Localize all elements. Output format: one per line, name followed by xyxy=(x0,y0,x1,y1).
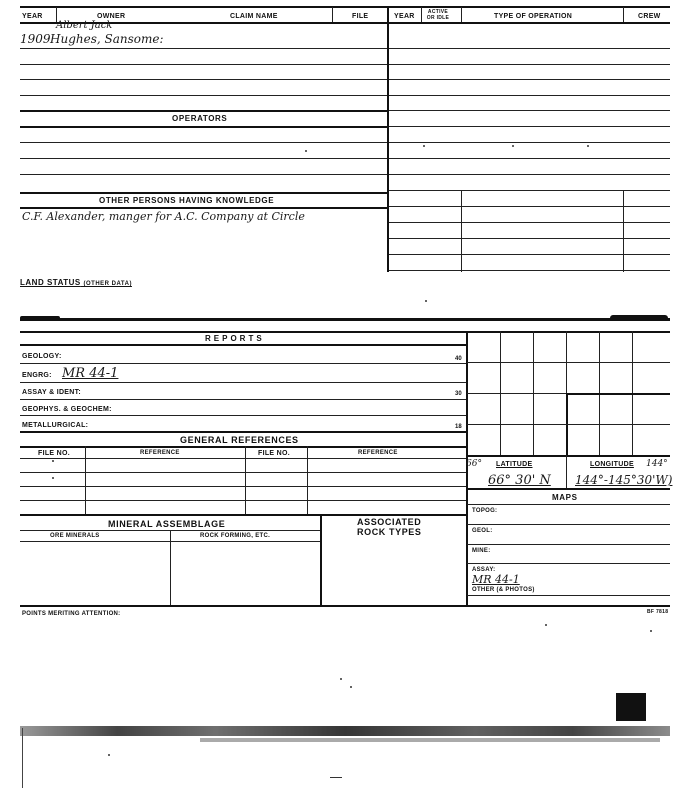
maps-assay-value: MR 44-1 xyxy=(472,573,520,586)
rule xyxy=(20,6,670,8)
header-file: FILE xyxy=(352,13,369,20)
assay-number: 30 xyxy=(455,391,462,397)
owner-entry-line1: Albert Jack xyxy=(56,20,113,31)
row-line xyxy=(20,472,466,473)
header-year: YEAR xyxy=(22,13,43,20)
col-sep xyxy=(85,446,86,514)
ref-file-no-header: FILE NO. xyxy=(38,450,70,457)
associated-heading: ASSOCIATED xyxy=(357,517,422,527)
form-number: BF 7818 xyxy=(647,609,669,615)
row-line xyxy=(389,222,670,223)
scan-block xyxy=(616,693,646,721)
row-line xyxy=(20,64,387,65)
maps-heading: MAPS xyxy=(552,493,578,502)
row-line xyxy=(20,382,466,383)
maps-topog-label: TOPOG: xyxy=(472,508,498,514)
col-sep xyxy=(387,7,389,272)
col-sep xyxy=(461,190,462,272)
scan-smear xyxy=(200,738,660,742)
row-line xyxy=(20,458,466,459)
row-line xyxy=(20,48,387,49)
row-line xyxy=(467,563,670,564)
row-line xyxy=(467,504,670,505)
land-status-text: LAND STATUS xyxy=(20,278,81,287)
col-sep xyxy=(566,455,567,488)
row-line xyxy=(389,158,670,159)
col-sep xyxy=(623,190,624,272)
grid-line xyxy=(566,393,670,395)
operators-heading: OPERATORS xyxy=(172,114,228,123)
owner-entry-line2: Hughes, Sansome: xyxy=(50,32,164,46)
row-line xyxy=(20,363,466,364)
header-year-2: YEAR xyxy=(394,13,415,20)
row-line xyxy=(389,64,670,65)
ore-minerals-header: ORE MINERALS xyxy=(50,533,100,539)
reports-heading: REPORTS xyxy=(205,334,265,343)
col-sep xyxy=(623,7,624,22)
other-persons-entry: C.F. Alexander, manger for A.C. Company at Circle xyxy=(22,210,305,223)
engrg-label: ENGRG: xyxy=(22,372,52,379)
row-line xyxy=(20,415,466,416)
latitude-label: LATITUDE xyxy=(496,461,533,468)
row-line xyxy=(389,142,670,143)
rule xyxy=(20,446,466,448)
scan-edge xyxy=(22,728,23,788)
scan-mark xyxy=(20,316,60,320)
header-type-of-operation: TYPE OF OPERATION xyxy=(494,13,573,20)
rule xyxy=(20,431,466,433)
land-status-sub: (OTHER DATA) xyxy=(83,281,132,287)
scan-mark xyxy=(610,315,668,321)
row-line xyxy=(389,270,670,271)
row-line xyxy=(389,110,670,111)
speck xyxy=(587,145,589,147)
header-active-or-idle: ACTIVE OR IDLE xyxy=(426,9,450,21)
maps-other-label: OTHER (& PHOTOS) xyxy=(472,587,535,593)
row-line xyxy=(389,174,670,175)
header-owner: OWNER xyxy=(97,13,126,20)
header-crew: CREW xyxy=(638,13,661,20)
longitude-suffix: 144° xyxy=(646,459,668,469)
scan-bar xyxy=(20,318,670,321)
speck xyxy=(108,754,110,756)
longitude-value: 144°-145°30'W) xyxy=(575,473,673,487)
speck xyxy=(340,678,342,680)
other-persons-heading: OTHER PERSONS HAVING KNOWLEDGE xyxy=(99,196,275,205)
engrg-value: MR 44-1 xyxy=(62,366,119,381)
land-status-label xyxy=(20,278,132,287)
metallurgical-label: METALLURGICAL: xyxy=(22,422,89,429)
entry-year: 1909 xyxy=(20,32,51,46)
rule xyxy=(20,331,670,333)
row-line xyxy=(467,524,670,525)
row-line xyxy=(20,110,387,112)
ref-reference-header: REFERENCE xyxy=(140,450,180,456)
assay-ident-label: ASSAY & IDENT: xyxy=(22,389,82,396)
header-claim-name: CLAIM NAME xyxy=(230,13,278,20)
latitude-prefix: 66° xyxy=(466,459,482,469)
row-line xyxy=(389,238,670,239)
row-line xyxy=(20,500,466,501)
row-line xyxy=(20,158,387,159)
speck xyxy=(545,624,547,626)
col-sep xyxy=(332,7,333,22)
speck xyxy=(305,150,307,152)
longitude-label: LONGITUDE xyxy=(590,461,634,468)
row-line xyxy=(389,126,670,127)
geology-label: GEOLOGY: xyxy=(22,353,62,360)
maps-assay-label: ASSAY: xyxy=(472,567,496,573)
row-line xyxy=(20,142,387,143)
speck xyxy=(512,145,514,147)
col-sep xyxy=(170,530,171,606)
ref-reference-header-2: REFERENCE xyxy=(358,450,398,456)
col-sep xyxy=(461,7,462,22)
grid-line xyxy=(467,362,670,363)
rule xyxy=(20,344,466,346)
col-sep xyxy=(421,7,422,22)
row-line xyxy=(389,254,670,255)
geophys-label: GEOPHYS. & GEOCHEM: xyxy=(22,406,112,413)
grid-line xyxy=(467,455,670,457)
speck xyxy=(650,630,652,632)
col-sep xyxy=(307,446,308,514)
scan-mark xyxy=(330,777,342,778)
rock-types-heading: ROCK TYPES xyxy=(357,527,422,537)
row-line xyxy=(389,95,670,96)
maps-mine-label: MINE: xyxy=(472,548,491,554)
geology-number: 40 xyxy=(455,356,462,362)
grid-line xyxy=(467,424,670,425)
rule xyxy=(20,605,670,607)
row-line xyxy=(20,486,466,487)
speck xyxy=(52,477,54,479)
speck xyxy=(425,300,427,302)
row-line xyxy=(389,79,670,80)
latitude-value: 66° 30' N xyxy=(488,473,551,488)
row-line xyxy=(389,206,670,207)
row-line xyxy=(389,190,670,191)
col-sep xyxy=(320,514,322,606)
speck xyxy=(423,145,425,147)
grid-line xyxy=(467,393,566,394)
points-meriting-attention-label: POINTS MERITING ATTENTION: xyxy=(22,611,121,617)
row-line xyxy=(20,95,387,96)
col-sep xyxy=(245,446,246,514)
row-line xyxy=(467,544,670,545)
row-line xyxy=(20,79,387,80)
metallurgical-number: 18 xyxy=(455,424,462,430)
row-line xyxy=(20,207,387,209)
row-line xyxy=(20,192,387,194)
ref-file-no-header-2: FILE NO. xyxy=(258,450,290,457)
scan-smear xyxy=(20,726,670,736)
row-line xyxy=(467,595,670,596)
row-line xyxy=(20,399,466,400)
speck xyxy=(52,460,54,462)
row-line xyxy=(20,126,387,128)
rule xyxy=(20,22,670,24)
rule xyxy=(467,488,670,490)
speck xyxy=(350,686,352,688)
row-line xyxy=(20,174,387,175)
maps-geol-label: GEOL: xyxy=(472,528,493,534)
rule xyxy=(20,514,466,516)
general-references-heading: GENERAL REFERENCES xyxy=(180,435,299,445)
rock-forming-header: ROCK FORMING, ETC. xyxy=(200,533,271,539)
row-line xyxy=(389,48,670,49)
mineral-assemblage-heading: MINERAL ASSEMBLAGE xyxy=(108,519,226,529)
